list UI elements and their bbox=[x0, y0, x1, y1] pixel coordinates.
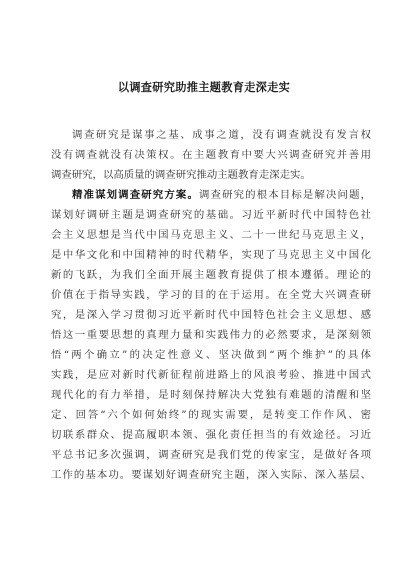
paragraph-1-line-1: 调查研究是谋事之基、成事之道，没有调查就没有发言权 bbox=[72, 129, 371, 141]
paragraph-2-line-7: 究，是深入学习贯彻习近平新时代中国特色社会主义思想、感 bbox=[51, 309, 371, 321]
paragraph-2-line-15: 工作的基本功。要谋划好调查研究主题，深入实际、深入基层、 bbox=[51, 469, 371, 481]
paragraph-1-line-2: 没有调查就没有决策权。在主题教育中要大兴调查研究并善用 bbox=[51, 149, 371, 161]
paragraph-2-line-11: 现代化的有力举措，是时刻保持解决大党独有难题的清醒和坚 bbox=[51, 389, 371, 401]
paragraph-2-line-12: 定、回答“六个如何始终”的现实需要，是转变工作作风、密 bbox=[51, 409, 371, 421]
paragraph-2-line-13: 切联系群众、提高履职本领、强化责任担当的有效途径。习近 bbox=[51, 429, 371, 441]
document-title: 以调查研究助推主题教育走深走实 bbox=[117, 81, 291, 94]
paragraph-2-line-10: 实践，是应对新时代新征程前进路上的风浪考验、推进中国式 bbox=[51, 369, 371, 381]
paragraph-1-line-3: 调查研究，以高质量的调查研究推动主题教育走深走实。 bbox=[51, 169, 311, 181]
paragraph-2-line-6: 价值在于指导实践，学习的目的在于运用。在全党大兴调查研 bbox=[51, 289, 371, 301]
paragraph-2-line-1-text: 调查研究的根本目标是解决问题， bbox=[199, 189, 371, 201]
paragraph-2-line-3: 会主义思想是当代中国马克思主义、二十一世纪马克思主义， bbox=[51, 229, 371, 241]
section-heading: 精准谋划调查研究方案。 bbox=[72, 189, 199, 201]
paragraph-2-line-14: 平总书记多次强调，调查研究是我们党的传家宝，是做好各项 bbox=[51, 449, 371, 461]
paragraph-2-line-1 bbox=[72, 188, 371, 202]
paragraph-2-line-2: 谋划好调研主题是调查研究的基础。习近平新时代中国特色社 bbox=[51, 209, 371, 221]
paragraph-2-line-8: 悟这一重要思想的真理力量和实践伟力的必然要求，是深刻领 bbox=[51, 329, 371, 341]
paragraph-2-line-4: 是中华文化和中国精神的时代精华，实现了马克思主义中国化 bbox=[51, 249, 371, 261]
paragraph-2-line-5: 新的飞跃，为我们全面开展主题教育提供了根本遵循。理论的 bbox=[51, 269, 371, 281]
paragraph-2-line-9: 悟“两个确立”的决定性意义、坚决做到“两个维护”的具体 bbox=[51, 349, 371, 361]
